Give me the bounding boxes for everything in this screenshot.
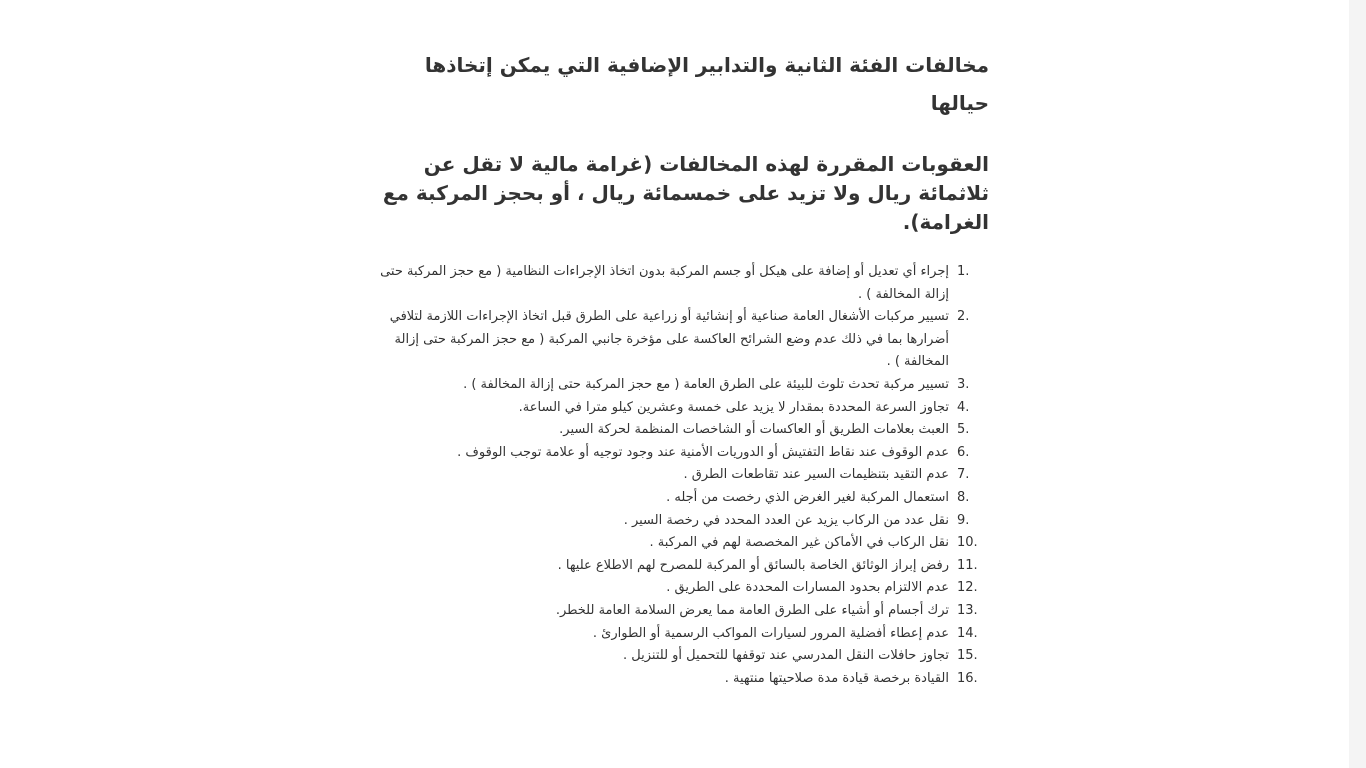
list-item-number: 16. [957, 670, 978, 686]
list-item [362, 487, 989, 510]
list-item [362, 306, 989, 374]
page-title: مخالفات الفئة الثانية والتدابير الإضافية التي يمكن إتخاذها حيالها [424, 53, 989, 115]
list-item [362, 532, 989, 555]
list-item [362, 442, 989, 465]
page-scrollbar[interactable] [1349, 0, 1366, 768]
list-item-number: 11. [957, 557, 978, 573]
list-item-text: عدم الالتزام بحدود المسارات المحددة على الطريق . [666, 580, 949, 596]
list-item [362, 577, 989, 600]
list-item [362, 464, 989, 487]
penalty-heading: العقوبات المقررة لهذه المخالفات (غرامة مالية لا تقل عن ثلاثمائة ريال ولا تزيد على خمسمائة ريال ، أو بحجز المركبة مع الغرامة). [382, 152, 989, 234]
list-item-number: 6. [957, 444, 970, 460]
list-item-text: عدم التقيد بتنظيمات السير عند تقاطعات الطرق . [683, 467, 949, 483]
list-item [362, 374, 989, 397]
list-item [362, 645, 989, 668]
list-item-text: رفض إبراز الوثائق الخاصة بالسائق أو المركبة للمصرح لهم الاطلاع عليها . [557, 557, 949, 573]
list-item-number: 8. [957, 489, 970, 505]
list-item-number: 9. [957, 512, 970, 528]
list-item-text: عدم الوقوف عند نقاط التفتيش أو الدوريات الأمنية عند وجود توجيه أو علامة توجب الوقوف . [457, 444, 949, 460]
list-item-text: ترك أجسام أو أشياء على الطرق العامة مما يعرض السلامة العامة للخطر. [555, 602, 949, 618]
list-item-text: استعمال المركبة لغير الغرض الذي رخصت من أجله . [666, 489, 949, 505]
list-item-number: 12. [957, 580, 978, 596]
list-item [362, 555, 989, 578]
list-item-text: نقل الركاب في الأماكن غير المخصصة لهم في المركبة . [649, 535, 949, 551]
list-item-text: تسيير مركبات الأشغال العامة صناعية أو إنشائية أو زراعية على الطرق قبل اتخاذ الإجراءات اللازمة لتلافي أضرارها بما في ذلك عدم وضع الشرائح العاكسة على مؤخرة جانبي المركبة ( مع حجز المركبة حتى إزالة المخالفة ) . [389, 309, 949, 370]
list-item-number: 3. [957, 376, 970, 392]
list-item [362, 419, 989, 442]
list-item-number: 5. [957, 422, 970, 438]
list-item [362, 623, 989, 646]
list-item-number: 13. [957, 602, 978, 618]
list-item-text: نقل عدد من الركاب يزيد عن العدد المحدد في رخصة السير . [623, 512, 949, 528]
list-item [362, 261, 989, 306]
list-item-number: 10. [957, 535, 978, 551]
article-content [362, 46, 989, 690]
list-item-text: تجاوز حافلات النقل المدرسي عند توقفها للتحميل أو للتنزيل . [623, 648, 949, 664]
list-item-text: القيادة برخصة قيادة مدة صلاحيتها منتهية . [724, 670, 949, 686]
list-item-text: تسيير مركبة تحدث تلوث للبيئة على الطرق العامة ( مع حجز المركبة حتى إزالة المخالفة ) . [463, 376, 949, 392]
list-item-text: إجراء أي تعديل أو إضافة على هيكل أو جسم المركبة بدون اتخاذ الإجراءات النظامية ( مع حجز المركبة حتى إزالة المخالفة ) . [380, 264, 949, 302]
list-item-number: 7. [957, 467, 970, 483]
list-item-text: تجاوز السرعة المحددة بمقدار لا يزيد على خمسة وعشرين كيلو مترا في الساعة. [518, 399, 949, 415]
list-item-number: 1. [957, 264, 970, 279]
list-item-number: 15. [957, 648, 978, 664]
list-item-text: العبث بعلامات الطريق أو العاكسات أو الشاخصات المنظمة لحركة السير. [559, 422, 949, 438]
list-item-number: 4. [957, 399, 970, 415]
list-item [362, 600, 989, 623]
list-item-text: عدم إعطاء أفضلية المرور لسيارات المواكب الرسمية أو الطوارئ . [592, 625, 949, 641]
list-item [362, 510, 989, 533]
list-item [362, 668, 989, 691]
list-item [362, 397, 989, 420]
list-item-number: 2. [957, 309, 970, 325]
violations-list [362, 261, 989, 690]
list-item-number: 14. [957, 625, 978, 641]
